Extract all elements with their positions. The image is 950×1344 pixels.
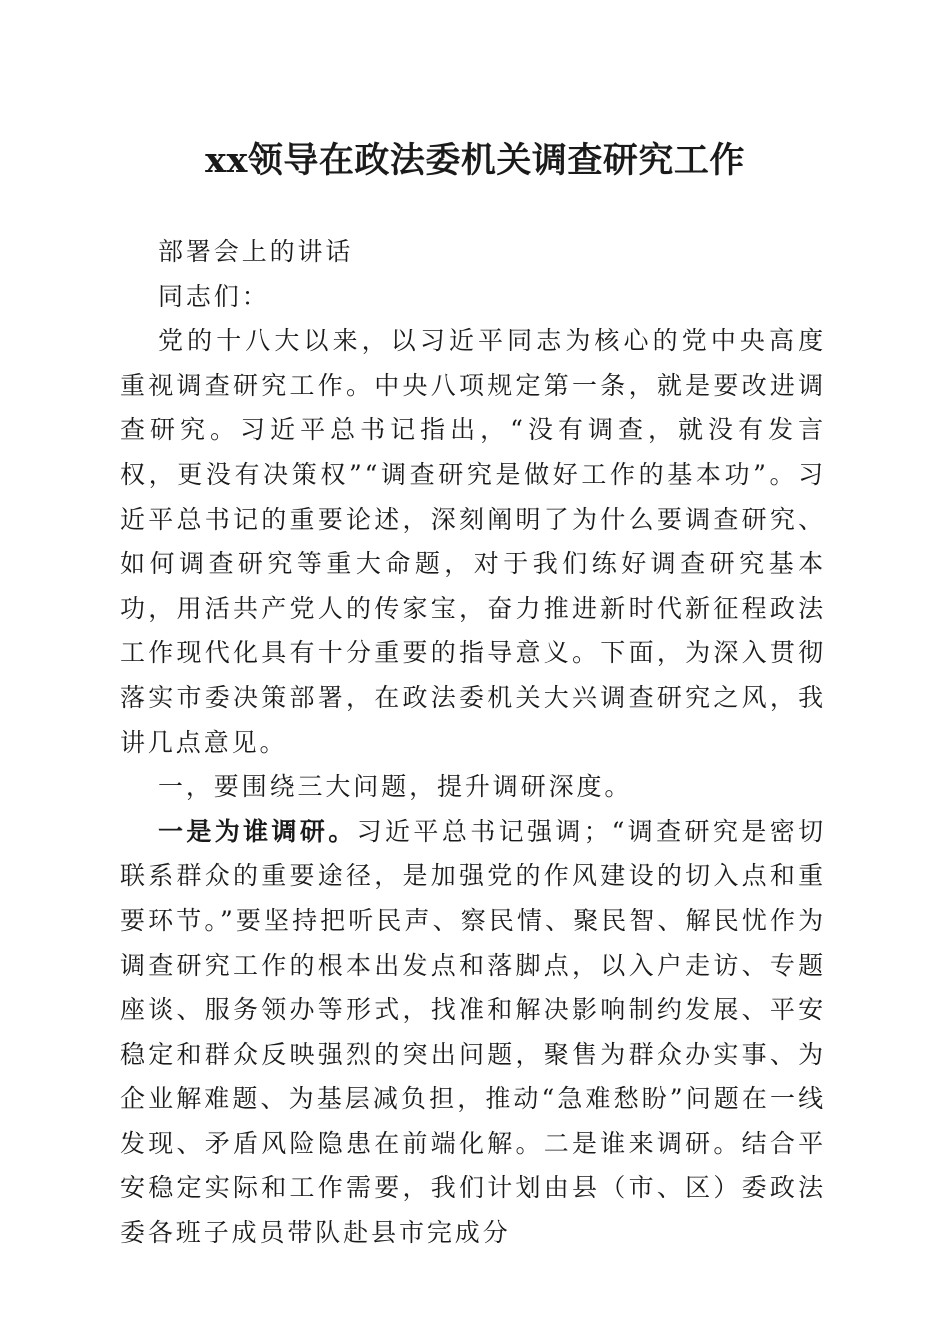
point-one-lead: 一是为谁调研。 <box>158 816 357 846</box>
point-one-text: 习近平总书记强调；“调查研究是密切联系群众的重要途径，是加强党的作风建设的切入点和重要环节。”要坚持把听民声、察民情、聚民智、解民忧作为调查研究工作的根本出发点和落脚点，以入户走访、专题座谈、服务领办等形式，找准和解决影响制约发展、平安稳定和群众反映强烈的突出问题，聚售为群众办实事、为企业解难题、为基层减负担，推动“急难愁盼”问题在一线发现、矛盾风险隐患在前端化解。二是谁来调研。结合平安稳定实际和工作需要，我们计划由县（市、区）委政法委各班子成员带队赴县市完成分 <box>120 816 826 1248</box>
intro-paragraph: 党的十八大以来，以习近平同志为核心的党中央高度重视调查研究工作。中央八项规定第一条，就是要改进调查研究。习近平总书记指出，“没有调查，就没有发言权，更没有决策权”“调查研究是做好工作的基本功”。习近平总书记的重要论述，深刻阐明了为什么要调查研究、如何调查研究等重大命题，对于我们练好调查研究基本功，用活共产党人的传家宝，奋力推进新时代新征程政法工作现代化具有十分重要的指导意义。下面，为深入贯彻落实市委决策部署，在政法委机关大兴调查研究之风，我讲几点意见。 <box>120 326 826 757</box>
point-one-paragraph <box>120 810 826 1256</box>
section-heading: 一，要围绕三大问题，提升调研深度。 <box>158 772 633 802</box>
salutation: 同志们： <box>158 281 270 311</box>
document-body <box>120 230 826 1256</box>
subtitle-line: 部署会上的讲话 <box>158 237 354 266</box>
document-title: xx领导在政法委机关调查研究工作 <box>205 140 745 181</box>
